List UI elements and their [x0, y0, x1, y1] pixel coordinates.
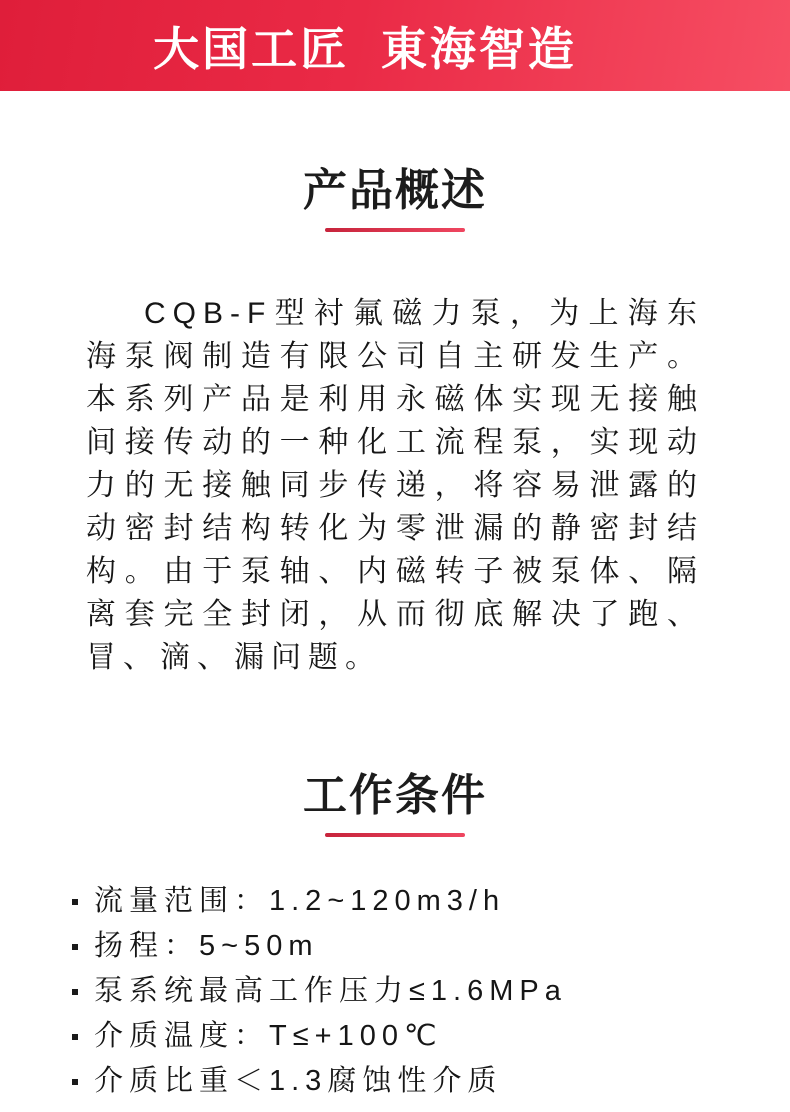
banner-title: 大国工匠 東海智造 [153, 22, 577, 75]
list-item [72, 924, 790, 969]
list-item [72, 1059, 790, 1104]
condition-text: 介质比重＜1.3腐蚀性介质 [94, 1065, 503, 1097]
condition-text: 介质温度：T≤+100℃ [94, 1020, 443, 1052]
square-dot-icon [72, 899, 78, 905]
square-dot-icon [72, 944, 78, 950]
conditions-list [0, 879, 790, 1104]
condition-text: 流量范围：1.2~120m3/h [94, 885, 506, 917]
overview-heading: 产品概述 [303, 166, 487, 215]
heading-underline [325, 833, 465, 837]
top-banner [0, 0, 790, 91]
condition-text: 泵系统最高工作压力≤1.6MPa [94, 975, 567, 1007]
condition-text: 扬程：5~50m [94, 930, 319, 962]
square-dot-icon [72, 989, 78, 995]
list-item [72, 1014, 790, 1059]
square-dot-icon [72, 1034, 78, 1040]
heading-underline [325, 228, 465, 232]
overview-paragraph: CQB-F型衬氟磁力泵，为上海东海泵阀制造有限公司自主研发生产。本系列产品是利用永磁体实现无接触间接传动的一种化工流程泵，实现动力的无接触同步传递，将容易泄露的动密封结构转化为零泄漏的静密封结构。由于泵轴、内磁转子被泵体、隔离套完全封闭，从而彻底解决了跑、冒、滴、漏问题。 [86, 297, 704, 674]
working-conditions-heading: 工作条件 [303, 771, 487, 820]
list-item [72, 879, 790, 924]
overview-section [0, 166, 790, 679]
working-conditions-section [0, 771, 790, 1104]
list-item [72, 969, 790, 1014]
square-dot-icon [72, 1079, 78, 1085]
